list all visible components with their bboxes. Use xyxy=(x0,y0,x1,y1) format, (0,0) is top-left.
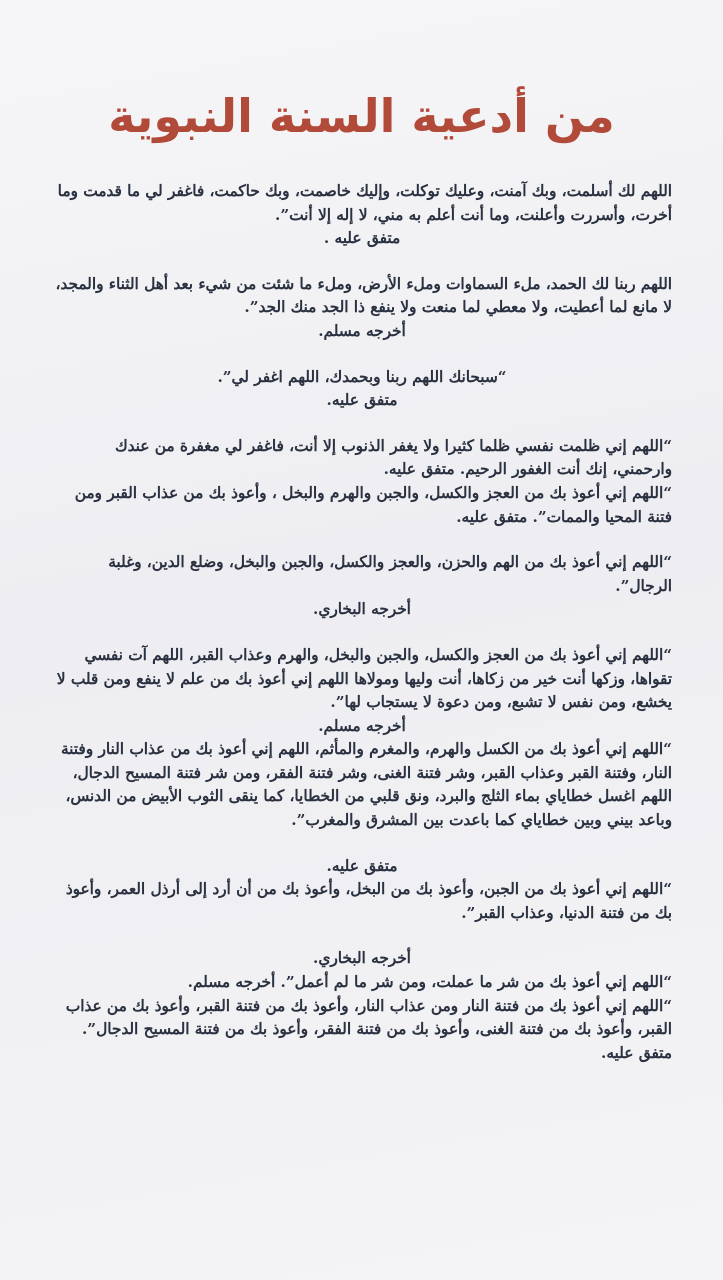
dua-paragraph: “اللهم إني أعوذ بك من فتنة النار ومن عذاب النار، وأعوذ بك من فتنة القبر، وأعوذ بك من عذاب القبر، وأعوذ بك من فتنة الغنى، وأعوذ بك من فتنة الفقر، وأعوذ بك من فتنة المسيح الدجال”. متفق عليه. xyxy=(65,996,672,1062)
duas-text xyxy=(52,180,672,1065)
dua-paragraph: “اللهم إني أعوذ بك من العجز والكسل، والجبن والبخل، والهرم وعذاب القبر، اللهم آت نفسي تقواها، وزكها أنت خير من زكاها، أنت وليها ومولاها اللهم إني أعوذ بك من علم لا ينفع ومن قلب لا يخشع، ومن نفس لا تشبع، ومن دعوة لا يستجاب لها”. xyxy=(56,645,672,712)
dua-paragraph: “اللهم إني ظلمت نفسي ظلما كثيرا ولا يغفر الذنوب إلا أنت، فاغفر لي مغفرة من عندك وارحمني، إنك أنت الغفور الرحيم. متفق عليه. xyxy=(115,436,672,479)
dua-paragraph: “اللهم إني أعوذ بك من الجبن، وأعوذ بك من البخل، وأعوذ بك من أن أرد إلى أرذل العمر، وأعوذ بك من فتنة الدنيا، وعذاب القبر”. xyxy=(65,880,672,922)
dua-source: أخرجه البخاري. xyxy=(313,949,411,968)
dua-source: متفق عليه. xyxy=(326,391,398,410)
page-title: من أدعية السنة النبوية xyxy=(108,89,615,143)
dua-source: أخرجه مسلم. xyxy=(318,321,406,340)
dua-source: أخرجه مسلم. xyxy=(318,716,406,735)
dua-paragraph: اللهم ربنا لك الحمد، ملء السماوات وملء الأرض، وملء ما شئت من شيء بعد أهل الثناء والمجد، لا مانع لما أعطيت، ولا معطي لما منعت ولا ينفع ذا الجد منك الجد”. xyxy=(55,274,672,317)
dua-paragraph: “اللهم إني أعوذ بك من الكسل والهرم، والمغرم والمأثم، اللهم إني أعوذ بك من عذاب النار وفتنة النار، وفتنة القبر وعذاب القبر، وشر فتنة الغنى، وشر فتنة الفقر، ومن شر فتنة المسيح الدجال، اللهم اغسل خطاياي بماء الثلج والبرد، ونق قلبي من الخطايا، كما ينقى الثوب الأبيض من الدنس، وباعد بيني وبين خطاياي كما باعدت بين المشرق والمغرب”. xyxy=(60,740,672,830)
dua-source: متفق عليه . xyxy=(323,229,401,248)
dua-paragraph: “سبحانك اللهم ربنا وبحمدك، اللهم اغفر لي”. xyxy=(217,367,507,386)
dua-paragraph: اللهم لك أسلمت، وبك آمنت، وعليك توكلت، وإليك خاصمت، وبك حاكمت، فاغفر لي ما قدمت وما أخرت، وأسررت وأعلنت، وما أنت أعلم به مني، لا إله إلا أنت”. xyxy=(57,182,672,224)
dua-paragraph: “اللهم إني أعوذ بك من الهم والحزن، والعجز والكسل، والجبن والبخل، وضلع الدين، وغلبة الرجال”. xyxy=(108,553,672,595)
dua-source: متفق عليه. xyxy=(326,856,398,875)
dua-paragraph: “اللهم إني أعوذ بك من شر ما عملت، ومن شر ما لم أعمل”. أخرجه مسلم. xyxy=(187,973,672,992)
dua-paragraph: “اللهم إني أعوذ بك من العجز والكسل، والجبن والهرم والبخل ، وأعوذ بك من عذاب القبر ومن فتنة المحيا والممات”. متفق عليه. xyxy=(74,483,672,526)
dua-source: أخرجه البخاري. xyxy=(313,600,411,619)
